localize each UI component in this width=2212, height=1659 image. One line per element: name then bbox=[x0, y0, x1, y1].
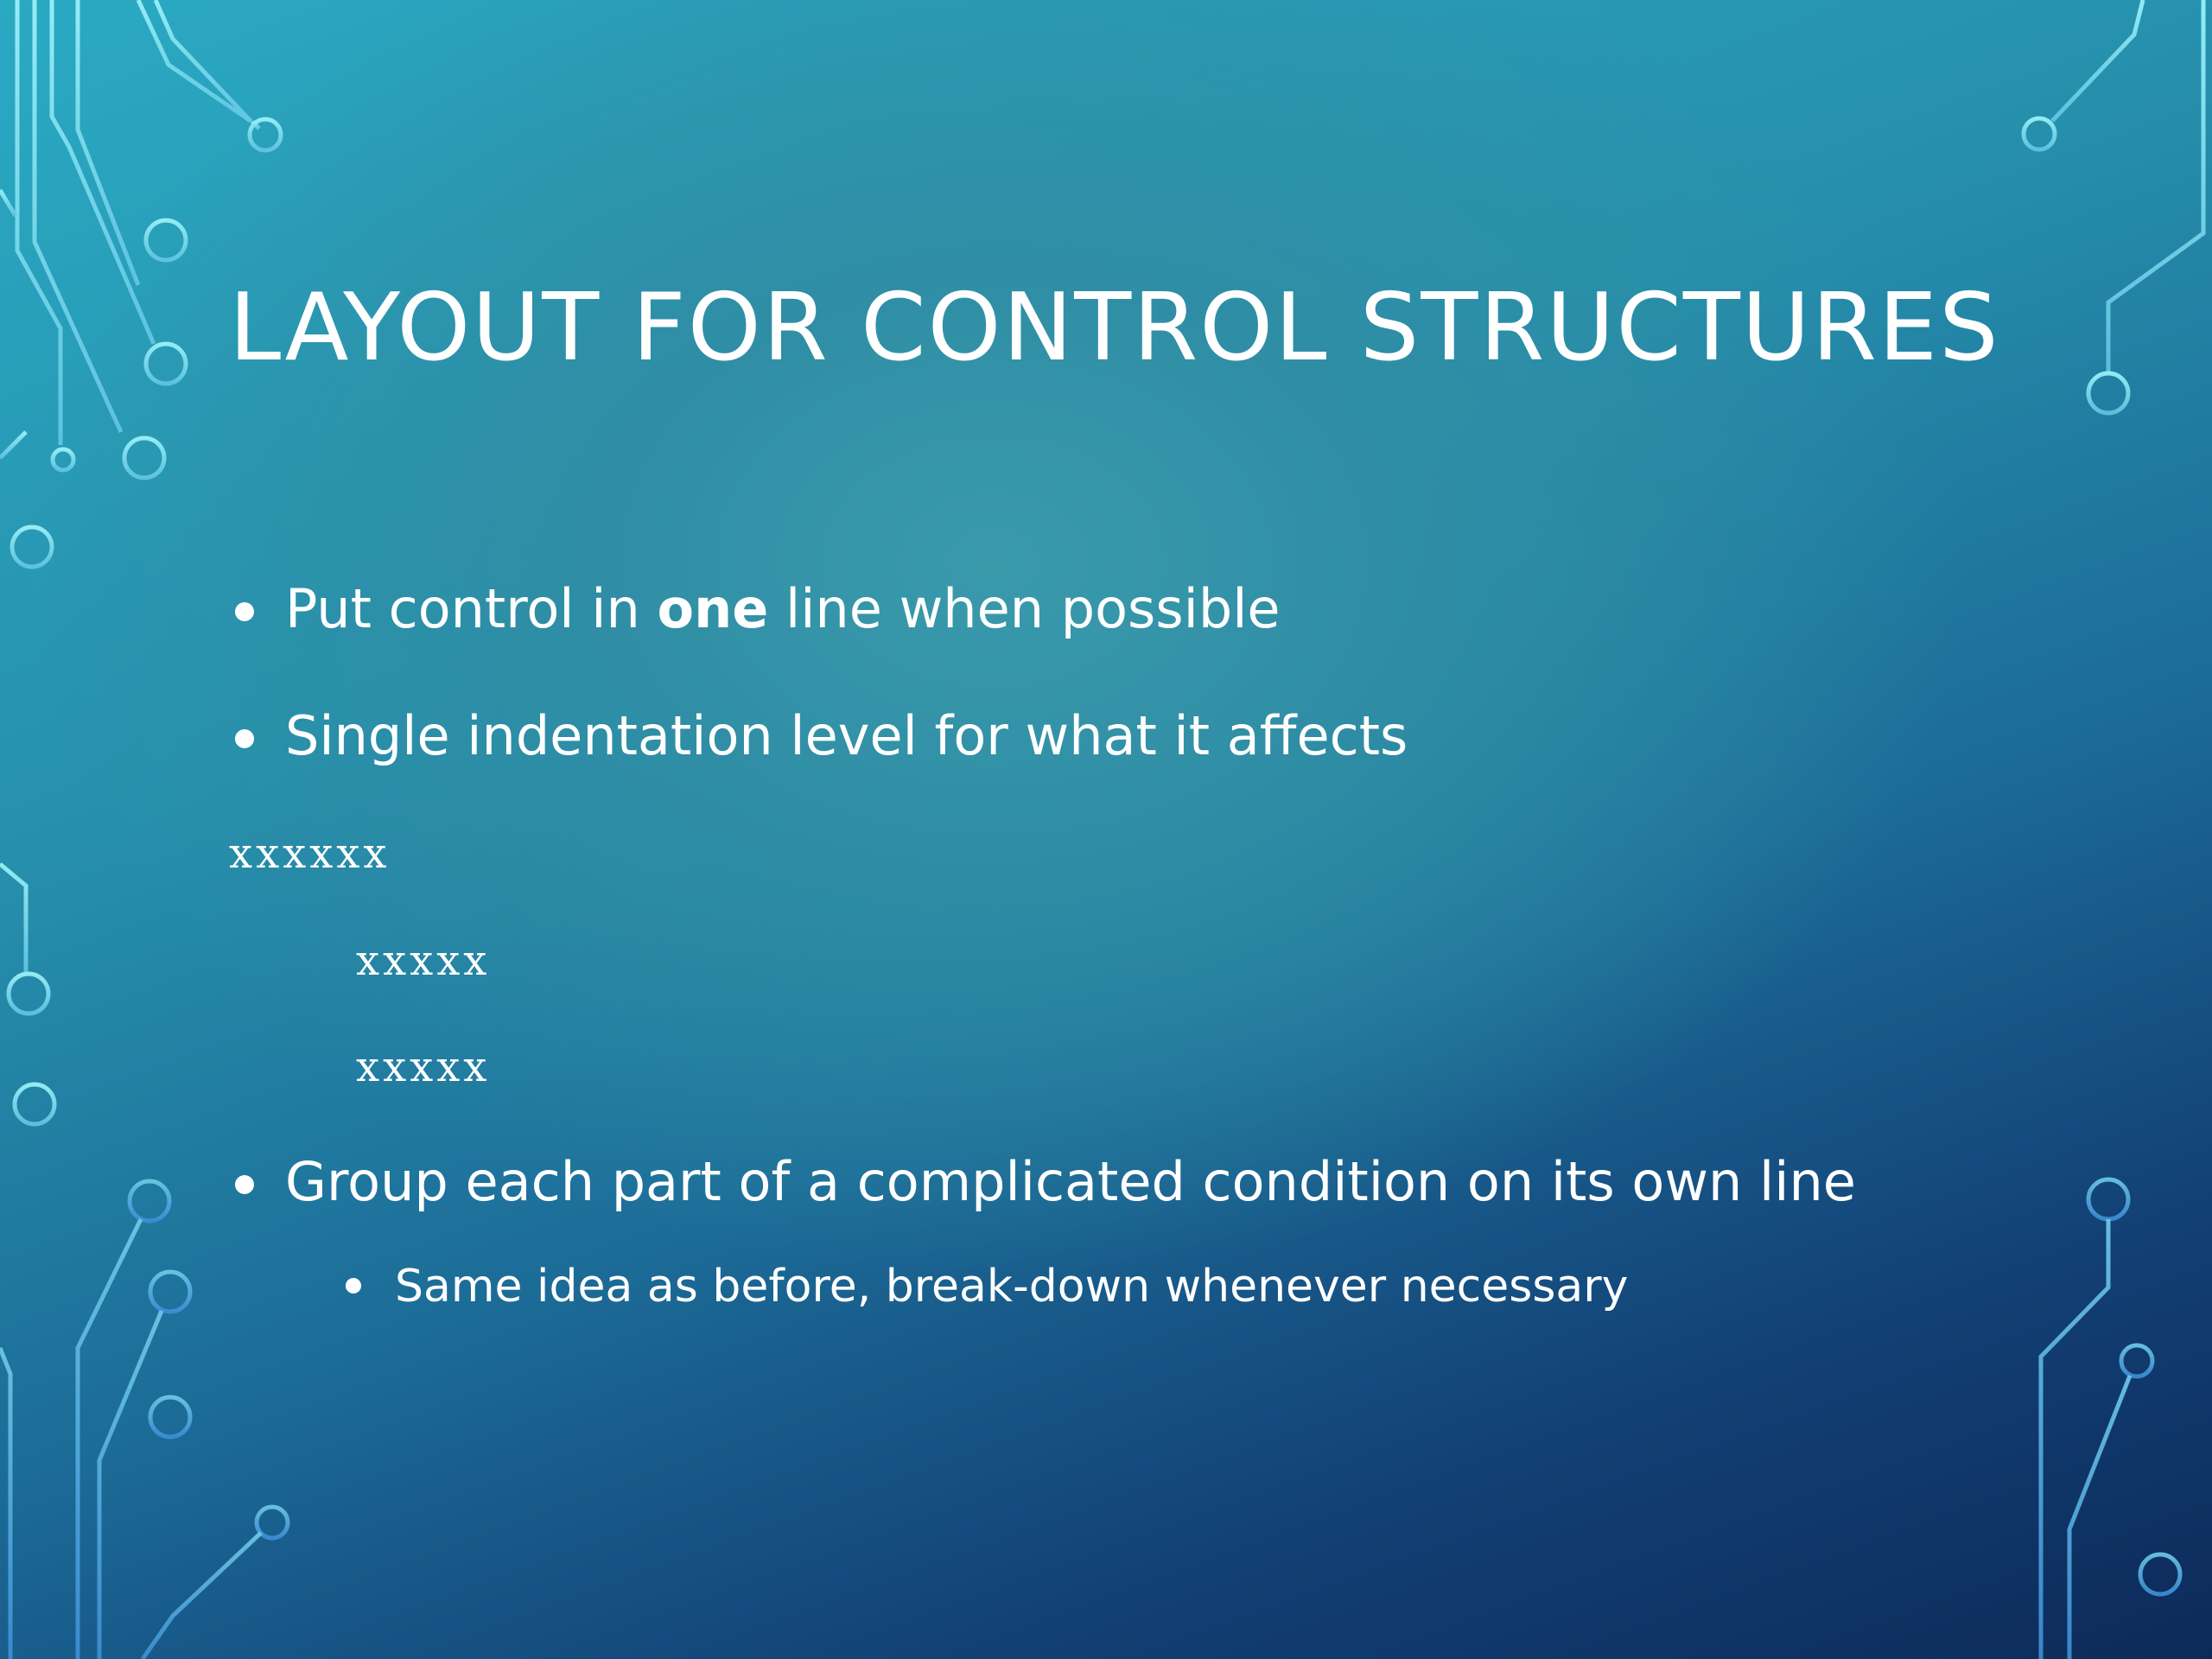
bullet-dot-icon bbox=[235, 1175, 254, 1194]
bullet-text bbox=[285, 577, 1281, 640]
bullet-dot-icon bbox=[235, 729, 254, 748]
sub-bullet-text: Same idea as before, break-down whenever necessary bbox=[395, 1261, 1629, 1313]
bullet-text-part: line when possible bbox=[768, 577, 1281, 640]
bullet-item bbox=[233, 702, 1408, 771]
slide-title: LAYOUT FOR CONTROL STRUCTURES bbox=[229, 274, 2000, 382]
circuit-top-right bbox=[2024, 0, 2203, 413]
bullet-dot-icon bbox=[235, 602, 254, 621]
code-line: xxxxxx bbox=[229, 830, 391, 878]
circuit-bottom-right bbox=[2041, 1179, 2195, 1659]
code-line-indented: xxxxx bbox=[356, 1043, 491, 1091]
code-line-indented: xxxxx bbox=[356, 937, 491, 985]
bullet-text: Single indentation level for what it affects bbox=[285, 704, 1408, 767]
bullet-text-part: Put control in bbox=[285, 577, 658, 640]
circuit-bottom-left bbox=[0, 1181, 288, 1659]
bullet-dot-icon bbox=[346, 1278, 361, 1294]
sub-bullet-item bbox=[341, 1257, 1628, 1316]
bullet-item bbox=[233, 1147, 1856, 1217]
bullet-text-emphasis: one bbox=[657, 577, 769, 640]
bullet-text: Group each part of a complicated condition on its own line bbox=[285, 1150, 1856, 1213]
bullet-item bbox=[233, 575, 1281, 644]
circuit-left-middle bbox=[0, 864, 54, 1659]
